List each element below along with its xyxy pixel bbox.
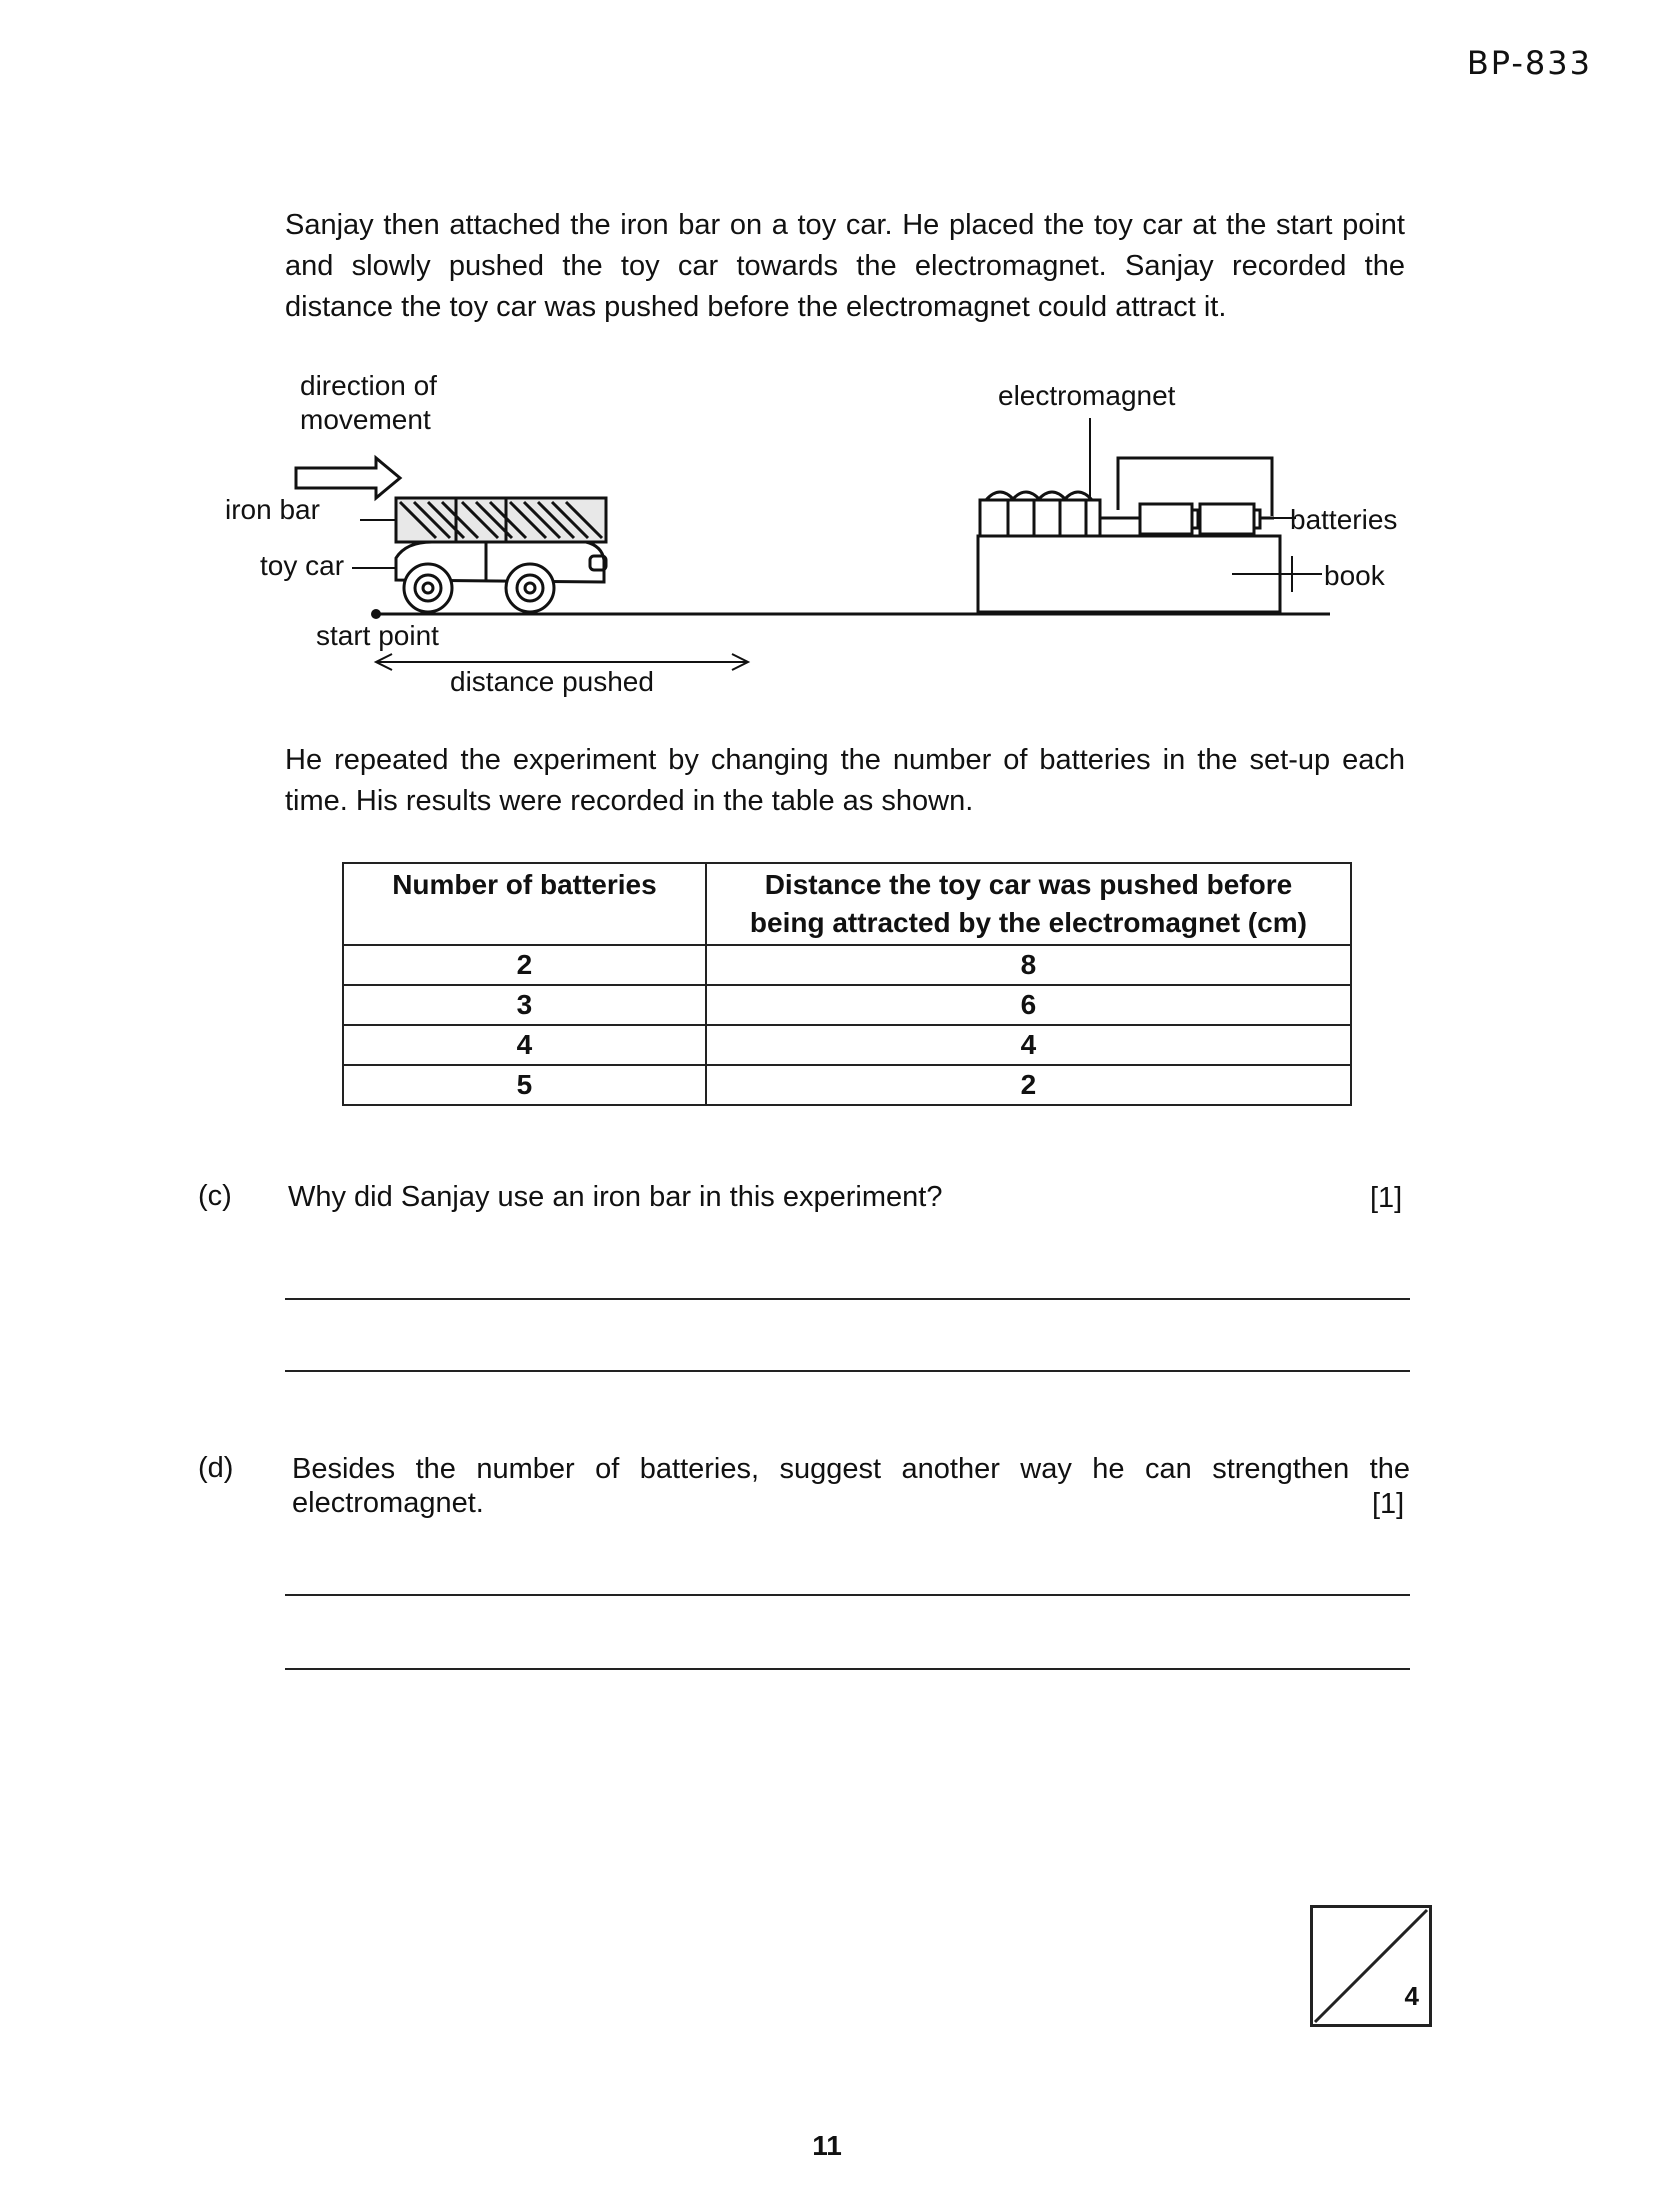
question-d-label: (d): [198, 1452, 234, 1484]
cell-batteries: 4: [343, 1025, 706, 1065]
page-number: 11: [812, 2130, 842, 2161]
answer-line-d1[interactable]: [285, 1594, 1410, 1596]
table-row: [343, 985, 1351, 1025]
cell-batteries: 3: [343, 985, 706, 1025]
cell-batteries: 2: [343, 945, 706, 985]
header-distance-line1: Distance the toy car was pushed before: [764, 869, 1293, 900]
batteries-label: batteries: [1290, 504, 1398, 535]
question-d-marks: [1]: [1372, 1488, 1405, 1520]
cell-distance: 6: [706, 985, 1351, 1025]
toy-car-label: toy car: [260, 550, 345, 581]
answer-line-d2[interactable]: [285, 1668, 1410, 1670]
direction-label-line2: movement: [300, 404, 431, 435]
iron-bar-label: iron bar: [225, 494, 320, 525]
start-point-label: start point: [316, 620, 439, 651]
question-d-text-line2: electromagnet.: [292, 1487, 484, 1519]
question-c-text: Why did Sanjay use an iron bar in this experiment?: [288, 1181, 943, 1213]
table-row: [343, 1025, 1351, 1065]
header-batteries: Number of batteries: [343, 863, 706, 945]
results-table: [342, 862, 1352, 1106]
experiment-diagram: [200, 360, 1460, 720]
question-d-text-line1: Besides the number of batteries, suggest another way he can strengthen the: [292, 1453, 1410, 1485]
question-c-marks: [1]: [1370, 1182, 1403, 1214]
cell-distance: 2: [706, 1065, 1351, 1105]
book-label: book: [1324, 560, 1385, 591]
toy-car-shape: [396, 542, 606, 612]
electromagnet-shape: [980, 492, 1100, 536]
answer-line-c1[interactable]: [285, 1298, 1410, 1300]
distance-pushed-label: distance pushed: [450, 666, 654, 697]
repeat-paragraph: He repeated the experiment by changing the number of batteries in the set-up each time. His results were recorded in the table as shown.: [285, 744, 1405, 817]
paper-code: BP-833: [1466, 44, 1592, 82]
question-c-label: (c): [198, 1180, 232, 1212]
cell-batteries: 5: [343, 1065, 706, 1105]
table-row: [343, 1065, 1351, 1105]
answer-line-c2[interactable]: [285, 1370, 1410, 1372]
cell-distance: 4: [706, 1025, 1351, 1065]
table-header-row: [343, 863, 1351, 945]
header-distance-line2: being attracted by the electromagnet (cm): [749, 907, 1307, 938]
table-row: [343, 945, 1351, 985]
electromagnet-label: electromagnet: [998, 380, 1176, 411]
direction-label-line1: direction of: [300, 370, 437, 401]
score-box: [1310, 1905, 1432, 2027]
intro-paragraph: Sanjay then attached the iron bar on a toy car. He placed the toy car at the start point and slowly pushed the toy car towards the electromagnet. Sanjay recorded the distance the toy car was pushed before the electromagnet could attract it.: [285, 209, 1405, 323]
score-box-total: 4: [1404, 1981, 1419, 2011]
batteries-shape: [1140, 504, 1260, 534]
iron-bar-shape: [396, 498, 606, 542]
header-distance: [706, 863, 1351, 945]
cell-distance: 8: [706, 945, 1351, 985]
